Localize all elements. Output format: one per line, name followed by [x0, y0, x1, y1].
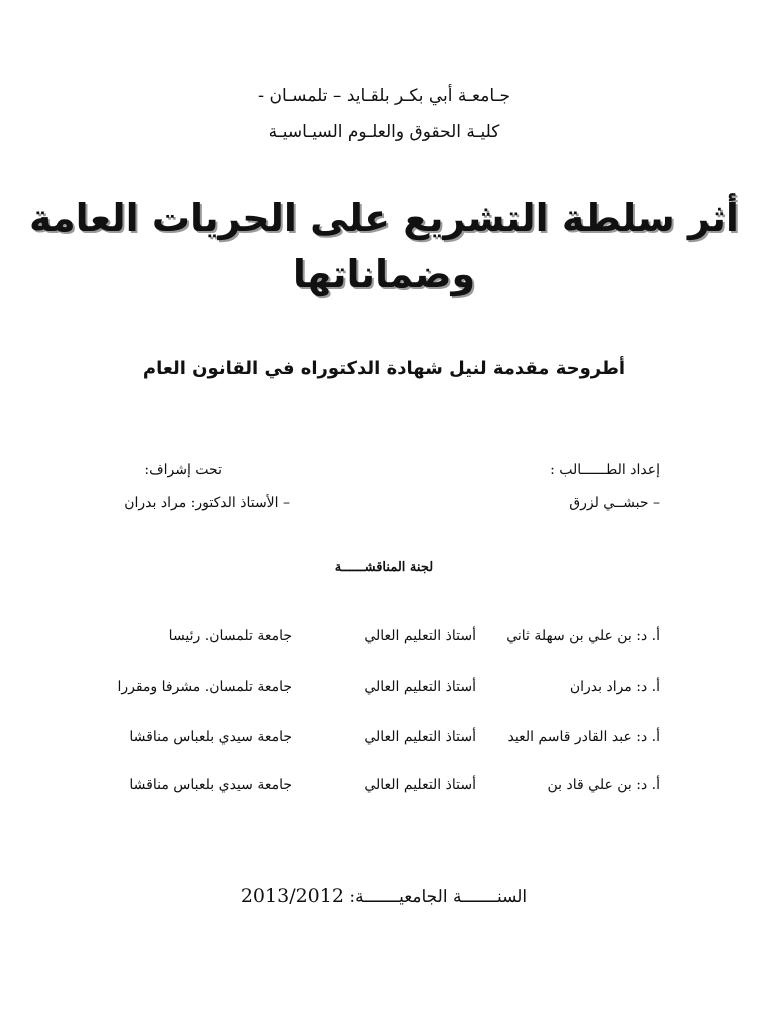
faculty-name: كليـة الحقوق والعلـوم السيـاسيـة: [268, 122, 500, 142]
member-affiliation: جامعة تلمسان. رئيسا: [168, 628, 292, 644]
member-name: أ. د: عبد القادر قاسم العيد: [507, 729, 660, 745]
member-rank: أستاذ التعليم العالي: [364, 729, 476, 745]
member-name: أ. د: بن علي بن سهلة ثاني: [506, 628, 660, 644]
thesis-title-line2: وضماناتها: [292, 252, 476, 296]
university-name: جـامعـة أبي بكـر بلقـايد – تلمسـان -: [257, 86, 510, 106]
member-affiliation: جامعة سيدي بلعباس مناقشا: [129, 729, 292, 745]
member-affiliation: جامعة تلمسان. مشرفا ومقررا: [117, 679, 292, 695]
member-name: أ. د: بن علي قاد بن: [547, 777, 660, 793]
academic-year-label: السنـــــــة الجامعيـــــــة:: [349, 887, 528, 907]
committee-title: لجنة المناقشــــــة: [334, 560, 434, 575]
student-name: – حبشــي لزرق: [569, 495, 660, 511]
academic-year: [0, 885, 768, 907]
member-affiliation: جامعة سيدي بلعباس مناقشا: [129, 777, 292, 793]
supervisor-name: – الأستاذ الدكتور: مراد بدران: [124, 495, 290, 511]
member-name: أ. د: مراد بدران: [569, 679, 660, 695]
thesis-subtitle: أطروحة مقدمة لنيل شهادة الدكتوراه في القانون العام: [142, 358, 626, 379]
academic-year-value: 2013/2012: [240, 885, 344, 907]
supervision-label: تحت إشراف:: [144, 462, 222, 478]
member-rank: أستاذ التعليم العالي: [364, 777, 476, 793]
thesis-title-line1: أثر سلطة التشريع على الحريات العامة: [29, 196, 739, 240]
thesis-title: [0, 190, 768, 302]
member-rank: أستاذ التعليم العالي: [364, 628, 476, 644]
prepared-by-label: إعداد الطــــــالب :: [550, 462, 660, 478]
member-rank: أستاذ التعليم العالي: [364, 679, 476, 695]
